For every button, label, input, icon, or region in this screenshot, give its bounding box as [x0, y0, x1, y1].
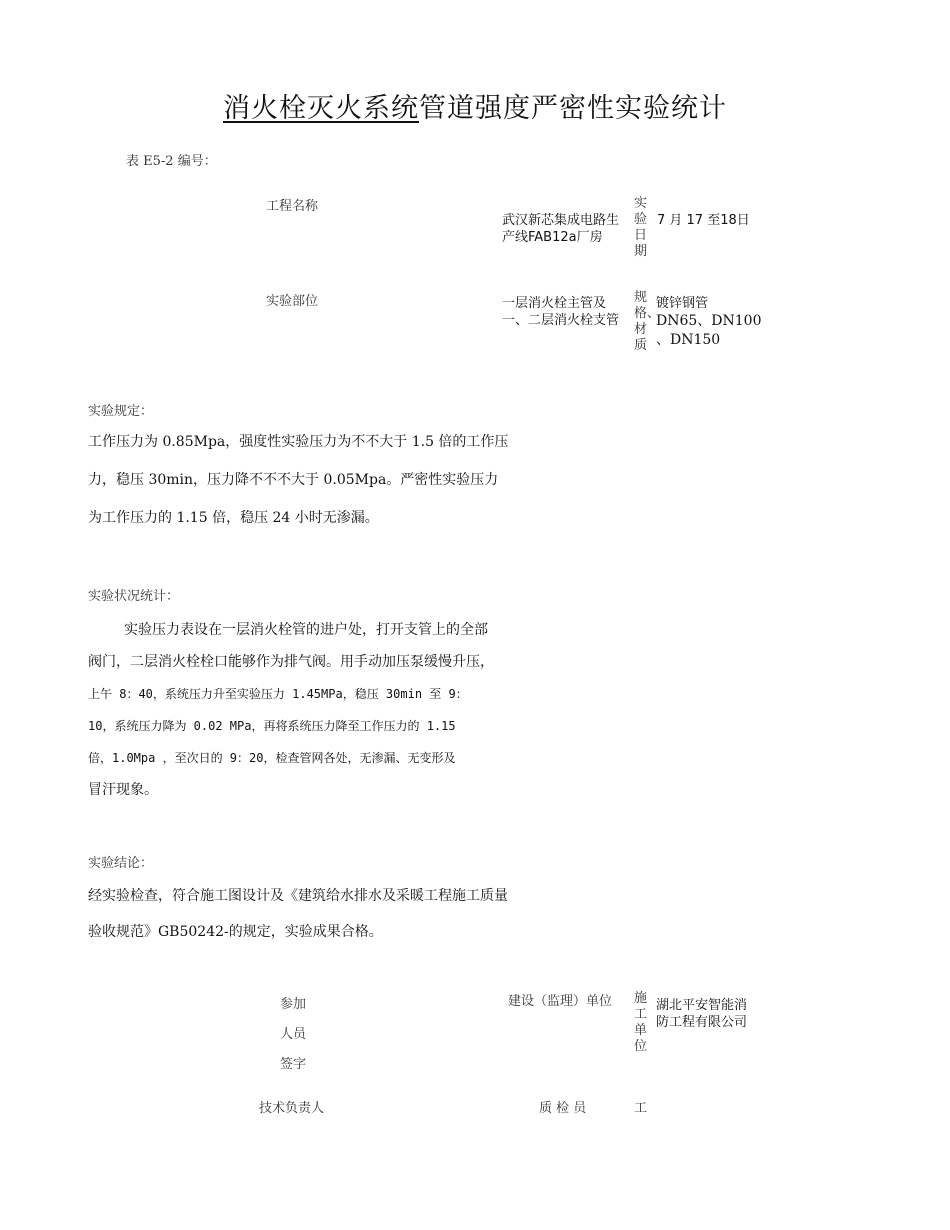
status-line: 上午 8：40，系统压力升至实验压力 1.45MPa，稳压 30min 至 9：: [88, 687, 468, 701]
rules-text: [88, 432, 518, 546]
status-heading: 实验状况统计：: [88, 589, 180, 604]
project-name-label: 工程名称: [266, 199, 319, 214]
rules-line: 为工作压力的 1.15 倍，稳压 24 小时无渗漏。: [88, 510, 379, 526]
status-line: 阀门，二层消火栓栓口能够作为排气阀。用手动加压泵缓慢升压，: [88, 654, 494, 670]
status-line: 实验压力表设在一层消火栓管的进户处，打开支管上的全部: [124, 622, 488, 638]
participants-line: 签字: [280, 1057, 307, 1072]
title-underlined: 消火栓灭火系统: [223, 93, 419, 124]
worker-label: 工: [634, 1101, 648, 1116]
test-date-label: 实验日期: [634, 196, 648, 259]
status-text: [88, 620, 518, 812]
tech-lead-label: 技术负责人: [259, 1101, 325, 1116]
test-location-value: 一层消火栓主管及一、二层消火栓支管: [502, 296, 620, 328]
rules-line: 工作压力为 0.85Mpa，强度性实验压力为不不大于 1.5 倍的工作压: [88, 434, 509, 450]
contractor-name: 湖北平安智能消防工程有限公司: [656, 998, 748, 1030]
owner-supervisor-label: 建设（监理）单位: [508, 994, 613, 1009]
page-title: [0, 86, 950, 125]
status-line: 冒汗现象。: [88, 782, 158, 798]
spec-line-1: 镀锌钢管: [656, 296, 709, 311]
rules-heading: 实验规定：: [88, 404, 154, 419]
spec-material-label: 规格、材质: [634, 290, 661, 353]
spec-line-3: 、DN150: [656, 332, 721, 348]
conclusion-line: 验收规范》GB50242-的规定，实验成果合格。: [88, 924, 383, 940]
rules-line: 力，稳压 30min，压力降不不不大于 0.05Mpa。严密性实验压力: [88, 472, 499, 488]
conclusion-line: 经实验检查，符合施工图设计及《建筑给水排水及采暖工程施工质量: [88, 888, 508, 904]
title-rest: 管道强度严密性实验统计: [419, 93, 727, 124]
spec-line-2: DN65、DN100: [656, 313, 762, 329]
participants-line: 人员: [280, 1027, 307, 1042]
project-name-value: 武汉新芯集成电路生产线FAB12a厂房: [502, 213, 620, 245]
test-date-value: 7 月 17 至18日: [657, 213, 750, 228]
contractor-label: 施工单位: [634, 991, 648, 1054]
spec-material-value: [656, 295, 766, 350]
form-number: 表 E5-2 编号：: [126, 154, 217, 169]
participants-line: 参加: [280, 997, 307, 1012]
status-line: 倍，1.0Mpa ，至次日的 9：20，检查管网各处，无渗漏、无变形及: [88, 751, 456, 765]
conclusion-heading: 实验结论：: [88, 856, 154, 871]
qc-label: 质 检 员: [539, 1101, 587, 1116]
test-location-label: 实验部位: [266, 294, 319, 309]
conclusion-text: [88, 886, 528, 958]
participants-label: [280, 990, 306, 1080]
status-line: 10，系统压力降为 0.02 MPa，再将系统压力降至工作压力的 1.15: [88, 719, 456, 733]
